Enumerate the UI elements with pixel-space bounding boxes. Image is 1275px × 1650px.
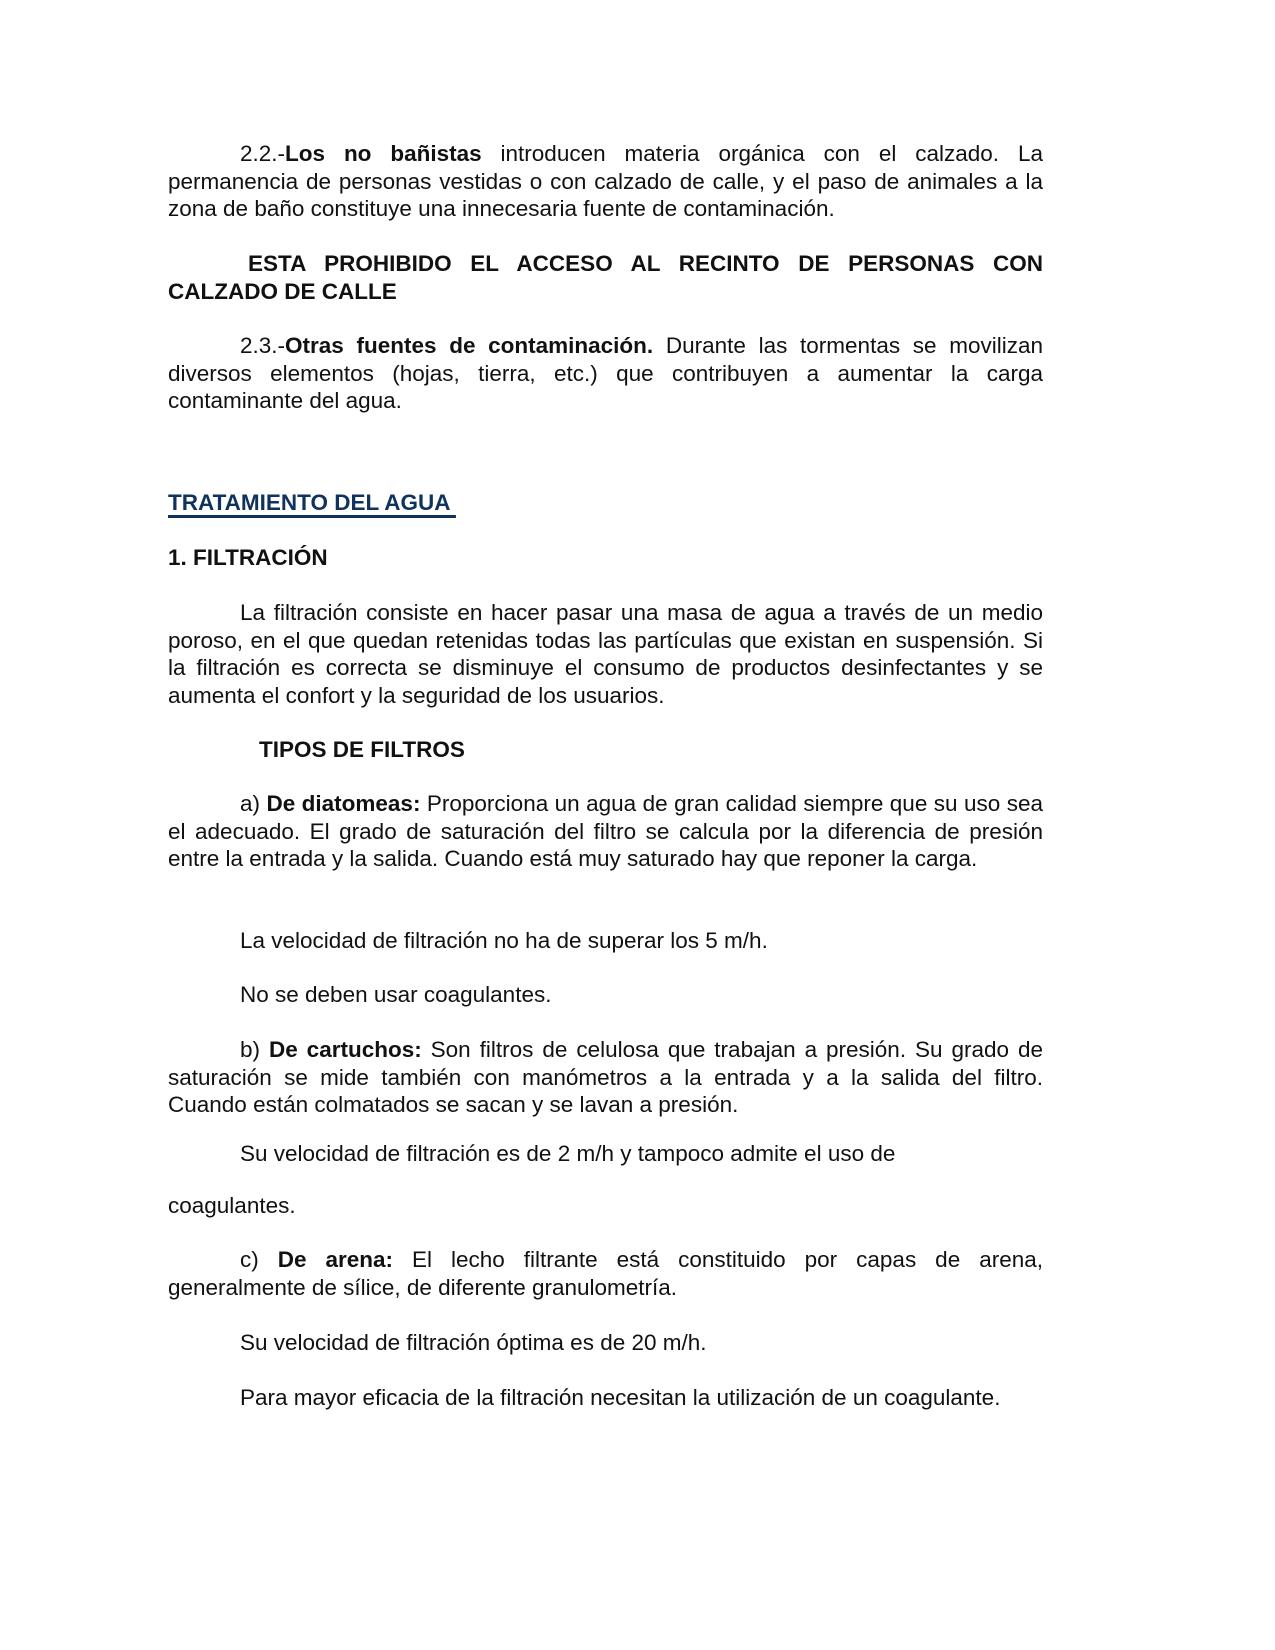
paragraph-diatomeas xyxy=(168,790,1043,873)
section-number: 2.3.- xyxy=(240,333,286,358)
paragraph-text: Proporciona un agua de gran calidad siempre que su uso sea el adecuado. El grado de saturación del filtro se calcula por la diferencia de presión entre la entrada y la salida. Cuando está muy saturado hay que reponer la carga. xyxy=(168,791,1043,871)
paragraph-2-3 xyxy=(168,332,1043,415)
subsection-title: 1. FILTRACIÓN xyxy=(168,545,328,570)
bold-term: De arena: xyxy=(277,1247,394,1272)
section-number: 2.2.- xyxy=(240,141,286,166)
paragraph-filtracion: La filtración consiste en hacer pasar una masa de agua a través de un medio poroso, en el que quedan retenidas todas las partículas que existan en suspensión. Si la filtración es correcta se disminuye el consumo de productos desinfectantes y se aumenta el confort y la seguridad de los usuarios. xyxy=(168,600,1043,708)
paragraph-text: Durante las tormentas se movilizan diversos elementos (hojas, tierra, etc.) que contribuyen a aumentar la carga contaminante del agua. xyxy=(168,333,1043,413)
section-title xyxy=(168,489,1043,517)
cartuchos-coagulantes: coagulantes. xyxy=(168,1193,296,1218)
bold-term: De diatomeas: xyxy=(266,791,421,816)
arena-coagulante: Para mayor eficacia de la filtración necesitan la utilización de un coagulante. xyxy=(240,1385,1001,1410)
tipos-filtros-title: TIPOS DE FILTROS xyxy=(259,737,465,762)
item-label: c) xyxy=(240,1247,278,1272)
bold-term: Otras fuentes de contaminación. xyxy=(285,333,654,358)
bold-term: Los no bañistas xyxy=(285,141,482,166)
item-label: a) xyxy=(240,791,267,816)
item-label: b) xyxy=(240,1037,269,1062)
paragraph-arena xyxy=(168,1246,1043,1301)
diatomeas-velocidad: La velocidad de filtración no ha de superar los 5 m/h. xyxy=(240,928,768,953)
paragraph-cartuchos xyxy=(168,1036,1043,1119)
paragraph-2-2 xyxy=(168,140,1043,223)
warning-notice: ESTA PROHIBIDO EL ACCESO AL RECINTO DE PERSONAS CON CALZADO DE CALLE xyxy=(168,251,1043,304)
paragraph-text: introducen materia orgánica con el calzado. La permanencia de personas vestidas o con calzado de calle, y el paso de animales a la zona de baño constituye una innecesaria fuente de contaminación. xyxy=(168,141,1043,221)
paragraph-text: Son filtros de celulosa que trabajan a presión. Su grado de saturación se mide también con manómetros a la entrada y a la salida del filtro. Cuando están colmatados se sacan y se lavan a presión. xyxy=(168,1037,1044,1117)
paragraph-text: El lecho filtrante está constituido por capas de arena, generalmente de sílice, de diferente granulometría. xyxy=(168,1247,1043,1300)
bold-term: De cartuchos: xyxy=(268,1037,422,1062)
cartuchos-velocidad: Su velocidad de filtración es de 2 m/h y tampoco admite el uso de xyxy=(240,1141,896,1166)
section-title-text: TRATAMIENTO DEL AGUA xyxy=(168,490,456,515)
arena-velocidad: Su velocidad de filtración óptima es de 20 m/h. xyxy=(240,1330,707,1355)
diatomeas-coagulantes: No se deben usar coagulantes. xyxy=(240,982,552,1007)
